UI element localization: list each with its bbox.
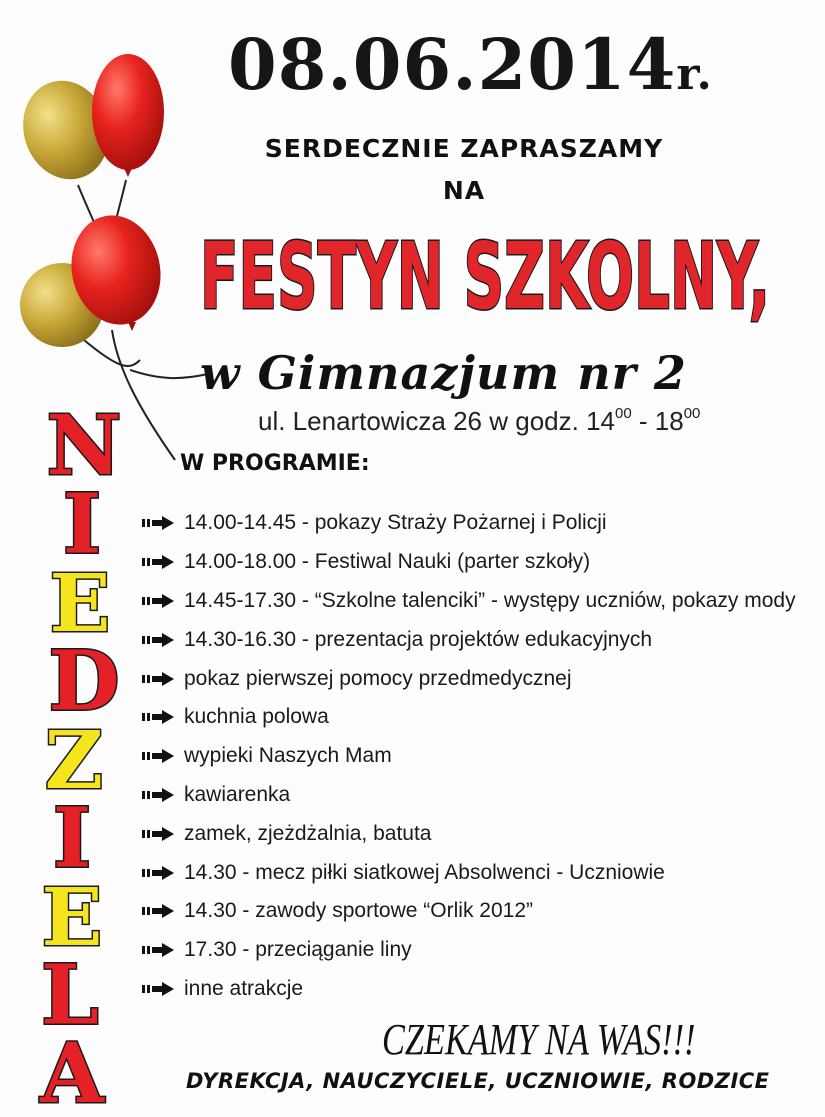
program-item [142, 853, 796, 892]
program-item [142, 698, 796, 737]
program-item-text: pokaz pierwszej pomocy przedmedycznej [184, 666, 572, 690]
program-item-text: 14.30 - mecz piłki siatkowej Absolwenci - Uczniowie [184, 860, 665, 884]
day-letter: E [41, 870, 103, 964]
program-item-text: 17.30 - przeciąganie liny [184, 938, 412, 962]
program-item [142, 931, 796, 970]
day-letter: A [40, 1026, 104, 1117]
string-decoration [130, 360, 210, 390]
day-letter: I [52, 790, 92, 887]
school-name: w Gimnazjum nr 2 [200, 346, 687, 400]
program-item-text: 14.00-14.45 - pokazy Straży Pożarnej i Policji [184, 511, 607, 535]
program-item-text: inne atrakcje [184, 976, 304, 1000]
address-text: ul. Lenartowicza 26 w godz. 14 [258, 406, 615, 436]
program-item-text: 14.45-17.30 - “Szkolne talenciki” - występy uczniów, pokazy mody [184, 588, 796, 612]
event-title [190, 196, 780, 336]
event-address [258, 405, 701, 436]
event-date [228, 23, 713, 106]
day-letter: Z [44, 713, 104, 807]
day-of-week-letters [0, 410, 150, 1117]
program-item-text: 14.00-18.00 - Festiwal Nauki (parter szkoły) [184, 550, 591, 574]
program-item-text: 14.30 - zawody sportowe “Orlik 2012” [184, 899, 533, 923]
closing-message: CZEKAMY NA WAS!!! [382, 1015, 696, 1064]
day-letter: I [62, 476, 102, 573]
program-list [142, 504, 796, 1008]
address-mid: - 18 [631, 406, 684, 436]
event-date-main: 08.06.2014 [228, 23, 677, 106]
program-item [142, 659, 796, 698]
time-start-minutes: 00 [615, 405, 632, 423]
event-title-text: FESTYN SZKOLNY, [200, 223, 770, 330]
program-item [142, 776, 796, 815]
invite-line-1: SERDECZNIE ZAPRASZAMY [264, 134, 664, 163]
program-item-text: kawiarenka [184, 782, 291, 806]
day-letter: E [49, 556, 111, 650]
day-letter: N [46, 410, 122, 494]
program-item-text: zamek, zjeżdżalnia, batuta [184, 821, 432, 845]
organizers-signature: DYREKCJA, NAUCZYCIELE, UCZNIOWIE, RODZICE [186, 1069, 770, 1093]
program-item [142, 543, 796, 582]
program-header: W PROGRAMIE: [180, 451, 370, 476]
program-item-text: kuchnia polowa [184, 705, 329, 729]
program-item-text: wypieki Naszych Mam [184, 744, 392, 768]
program-item [142, 814, 796, 853]
program-item [142, 620, 796, 659]
program-item [142, 582, 796, 621]
program-item [142, 737, 796, 776]
day-letter: L [41, 947, 99, 1044]
time-end-minutes: 00 [683, 405, 701, 423]
program-item-text: 14.30-16.30 - prezentacja projektów edukacyjnych [184, 627, 653, 651]
event-date-suffix: r. [676, 49, 713, 100]
program-item [142, 892, 796, 931]
program-item [142, 504, 796, 543]
invite-line-2: NA [442, 176, 486, 205]
day-letter: D [48, 633, 120, 730]
program-item [142, 970, 796, 1009]
